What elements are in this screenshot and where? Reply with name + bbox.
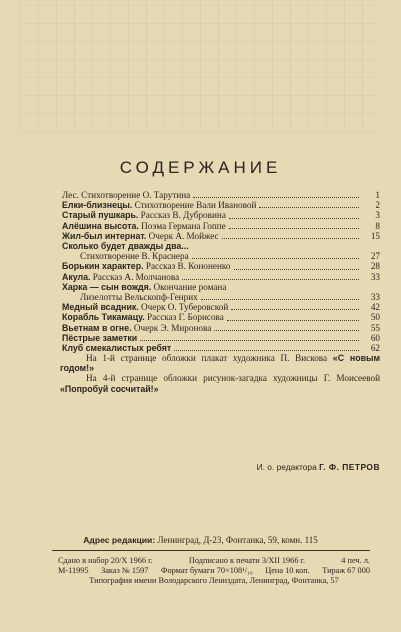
cover-note-title: «Попробуй сосчитай!»: [60, 383, 159, 394]
toc-entry-title: [62, 343, 171, 353]
toc-entry: [62, 241, 380, 251]
toc-dot-leader: [182, 278, 359, 280]
page-top-artwork: [20, 0, 380, 132]
toc-entry: [62, 343, 380, 353]
editor-label: И. о. редактора: [256, 462, 317, 472]
toc-entry-title: [62, 333, 137, 343]
toc-entry: [62, 272, 380, 282]
toc-entry: [62, 210, 380, 220]
toc-entry-bold-title: Старый пушкарь.: [62, 210, 139, 221]
toc-entry-author: Очерк О. Туберовской: [138, 302, 229, 313]
toc-page-number: 33: [370, 292, 380, 303]
toc-page-number: 8: [375, 220, 380, 231]
toc-entry-title: [80, 292, 198, 302]
imprint-format: Формат бумаги 70×108¹/₁₆: [160, 565, 253, 575]
imprint-signed: Подписано к печати 3/XII 1966 г.: [188, 556, 306, 565]
imprint: [58, 556, 370, 585]
toc-entry-bold-title: Борькин характер.: [62, 261, 144, 272]
toc-entry-author: Очерк А. Мойжес: [146, 230, 219, 241]
imprint-code: М-11995: [58, 565, 89, 575]
imprint-price: Цена 10 коп.: [265, 565, 310, 575]
toc-dot-leader: [231, 308, 359, 310]
editorial-address: [0, 535, 401, 545]
toc-page-number: 1: [375, 190, 380, 200]
cover-note-text: На 4-й странице обложки рисунок-загадка художницы Г. Моисеевой: [86, 373, 380, 384]
imprint-order: Заказ № 1597: [101, 565, 149, 575]
toc-entry-bold-title: Пёстрые заметки: [62, 332, 138, 343]
toc-entry-title: [62, 241, 189, 251]
toc-entry-title: [62, 231, 219, 241]
toc-entry: [62, 231, 380, 241]
toc-entry-author: Стихотворение Вали Ивановой: [132, 200, 257, 211]
editor-name: Г. Ф. ПЕТРОВ: [319, 462, 380, 472]
toc-dot-leader: [174, 349, 359, 351]
toc-entry-bold-title: Клуб смекалистых ребят: [62, 343, 172, 354]
toc-entry: [62, 333, 380, 343]
toc-dot-leader: [229, 217, 359, 219]
toc-page-number: 28: [370, 261, 380, 272]
toc-dot-leader: [227, 319, 359, 321]
toc-entry-bold-title: Жил-был интернат.: [62, 230, 147, 241]
toc-entry: [62, 200, 380, 210]
toc-entry: [62, 302, 380, 312]
toc-dot-leader: [234, 268, 360, 270]
toc-dot-leader: [193, 196, 359, 198]
toc-entry-bold-title: Елки-близнецы.: [62, 200, 133, 211]
toc-entry: [62, 221, 380, 231]
toc-page-number: 15: [370, 230, 380, 241]
toc-page-number: 27: [370, 251, 380, 262]
toc-entry-bold-title: Корабль Тикамацу.: [62, 312, 145, 323]
toc-entry-title: [62, 302, 228, 312]
toc-entry-author: Стихотворение В. Краснера: [80, 251, 189, 262]
toc-entry-title: [62, 190, 190, 200]
toc-entry-title: [62, 210, 226, 220]
toc-dot-leader: [192, 257, 359, 259]
toc-entry-bold-title: Алёшина высота.: [62, 220, 139, 231]
imprint-line-2: [58, 566, 370, 576]
toc-page-number: 3: [375, 210, 380, 221]
toc-entry-title: [62, 323, 211, 333]
toc-entry-author: Поэма Германа Гоппе: [138, 220, 226, 231]
address-text: Ленинград, Д-23, Фонтанка, 59, комн. 115: [155, 535, 318, 545]
toc-page-number: 62: [370, 343, 380, 354]
toc-entry-author: Рассказ А. Молчанова: [90, 271, 180, 282]
toc-entry-author: Лес. Стихотворение О. Тарутина: [62, 190, 191, 200]
toc-entry-title: [62, 312, 224, 322]
toc-entry-title: [62, 221, 226, 231]
toc-page-number: 55: [370, 322, 380, 333]
divider: [52, 550, 370, 551]
toc-entry-title: [62, 200, 256, 210]
toc-entry: [62, 251, 380, 261]
toc-entry-title: [80, 251, 189, 261]
toc-entry-title: [62, 282, 226, 292]
cover-note: [60, 353, 380, 373]
toc-dot-leader: [222, 237, 359, 239]
toc-entry-author: Окончание романа: [151, 281, 227, 292]
toc-dot-leader: [192, 248, 359, 249]
cover-note-title: «С новым годом!»: [60, 353, 380, 374]
toc-entry: [62, 312, 380, 322]
toc-entry-author: Очерк Э. Миронова: [131, 322, 212, 333]
toc-entry-author: Рассказ В. Кононенко: [143, 261, 231, 272]
toc-entry: [62, 292, 380, 302]
imprint-line-1: [58, 556, 370, 566]
toc-entry-author: Рассказ В. Дубровина: [138, 210, 226, 221]
cover-note-text: На 1-й странице обложки плакат художника П. Вискова: [86, 353, 333, 363]
toc-entry: [62, 261, 380, 271]
toc-entry: [62, 282, 380, 292]
toc-entry-title: [62, 261, 231, 271]
toc-entry-author: Рассказ Г. Борисова: [144, 312, 224, 323]
toc-page-number: 60: [370, 332, 380, 343]
toc-entry-title: [62, 272, 179, 282]
toc-entry-bold-title: Сколько будет дважды два...: [62, 241, 189, 252]
toc-entry-bold-title: Харка — сын вождя.: [62, 281, 152, 292]
toc-page-number: 2: [375, 200, 380, 211]
page-title: СОДЕРЖАНИЕ: [119, 158, 282, 177]
toc-dot-leader: [229, 289, 359, 290]
toc-page-number: 50: [370, 312, 380, 323]
toc-dot-leader: [201, 298, 359, 300]
toc-dot-leader: [140, 339, 359, 341]
toc-entry: [62, 190, 380, 200]
imprint-line-3: Типография имени Володарского Лениздата, Ленинград, Фонтанка, 57: [89, 575, 339, 585]
toc-page-number: 33: [370, 271, 380, 282]
table-of-contents: [62, 190, 380, 353]
editor-line: [40, 462, 380, 472]
toc-entry-bold-title: Акула.: [62, 271, 91, 282]
address-label: Адрес редакции:: [83, 535, 156, 545]
toc-dot-leader: [214, 329, 359, 331]
toc-entry: [62, 323, 380, 333]
cover-notes: [60, 353, 380, 394]
toc-dot-leader: [229, 227, 359, 229]
toc-entry-bold-title: Вьетнам в огне.: [62, 322, 132, 333]
cover-note: [60, 373, 380, 393]
toc-entry-bold-title: Медный всадник.: [62, 302, 139, 313]
imprint-sheets: 4 печ. л.: [341, 556, 370, 565]
toc-dot-leader: [259, 206, 359, 208]
toc-page-number: 42: [370, 302, 380, 313]
imprint-typeset: Сдано в набор 20/X 1966 г.: [58, 556, 153, 565]
toc-entry-author: Лизелотты Вельскопф-Генрих: [80, 292, 198, 303]
imprint-circulation: Тираж 67 000: [322, 565, 370, 575]
